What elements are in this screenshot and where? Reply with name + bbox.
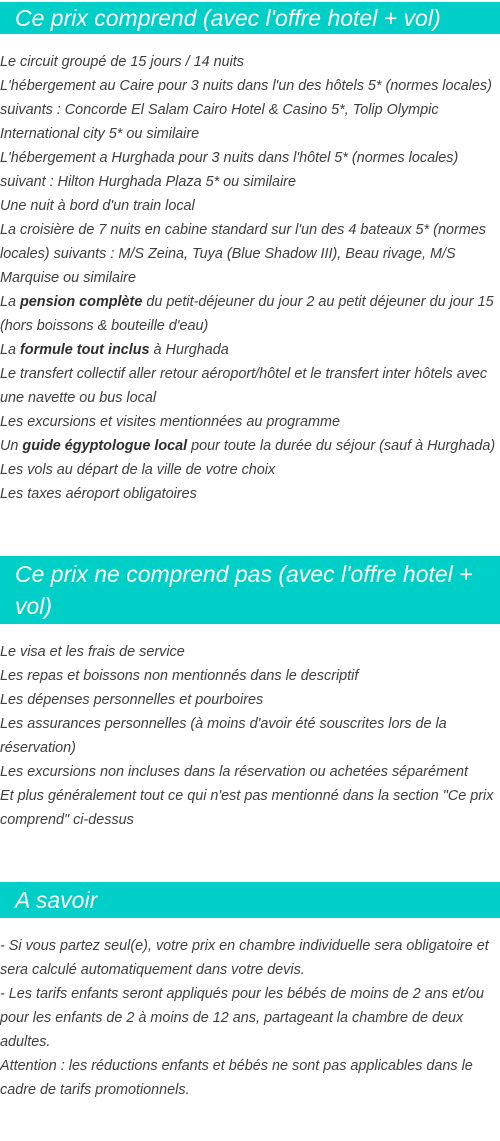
list-item: Les repas et boissons non mentionnés dans le descriptif (0, 668, 359, 684)
list-item: Les taxes aéroport obligatoires (0, 486, 197, 502)
list-item: La formule tout inclus à Hurghada (0, 342, 229, 358)
highlight-text: formule tout inclus (20, 342, 150, 358)
list-item: Un guide égyptologue local pour toute la durée du séjour (sauf à Hurghada) (0, 438, 496, 454)
excludes-section (0, 556, 500, 832)
list-item: La croisière de 7 nuits en cabine standard sur l'un des 4 bateaux 5* (normes locales) suivants : M/S Zeina, Tuya (Blue Shadow III), Beau rivage, M/S Marquise ou similaire (0, 222, 486, 286)
list-item: Les dépenses personnelles et pourboires (0, 692, 264, 708)
list-item: Les vols au départ de la ville de votre choix (0, 462, 276, 478)
info-heading: A savoir (0, 882, 500, 918)
list-item: Les assurances personnelles (à moins d'avoir été souscrites lors de la réservation) (0, 716, 447, 756)
includes-section (0, 2, 500, 506)
list-item: Le transfert collectif aller retour aéroport/hôtel et le transfert inter hôtels avec une navette ou bus local (0, 366, 488, 406)
list-item: Les excursions et visites mentionnées au programme (0, 414, 340, 430)
list-item: Les excursions non incluses dans la réservation ou achetées séparément (0, 764, 468, 780)
list-item: La pension complète du petit-déjeuner du jour 2 au petit déjeuner du jour 15 (hors boissons & bouteille d'eau) (0, 294, 494, 334)
excludes-heading: Ce prix ne comprend pas (avec l'offre hotel + vol) (0, 556, 500, 624)
includes-heading: Ce prix comprend (avec l'offre hotel + vol) (0, 2, 500, 34)
list-item: Et plus généralement tout ce qui n'est pas mentionné dans la section "Ce prix comprend" ci-dessus (0, 788, 494, 828)
info-list (0, 934, 500, 1102)
highlight-text: guide égyptologue local (22, 438, 188, 454)
includes-list (0, 50, 500, 506)
list-item: L'hébergement au Caire pour 3 nuits dans l'un des hôtels 5* (normes locales) suivants : Concorde El Salam Cairo Hotel & Casino 5*, Tolip Olympic International city 5* ou similaire (0, 78, 492, 142)
list-item: - Les tarifs enfants seront appliqués pour les bébés de moins de 2 ans et/ou pour les enfants de 2 à moins de 12 ans, partageant la chambre de deux adultes. (0, 986, 484, 1050)
excludes-list (0, 640, 500, 832)
list-item: L'hébergement a Hurghada pour 3 nuits dans l'hôtel 5* (normes locales) suivant : Hilton Hurghada Plaza 5* ou similaire (0, 150, 459, 190)
highlight-text: pension complète (20, 294, 143, 310)
list-item: Une nuit à bord d'un train local (0, 198, 195, 214)
list-item: Le circuit groupé de 15 jours / 14 nuits (0, 54, 244, 70)
list-item: Attention : les réductions enfants et bébés ne sont pas applicables dans le cadre de tarifs promotionnels. (0, 1058, 473, 1098)
list-item: Le visa et les frais de service (0, 644, 185, 660)
list-item: - Si vous partez seul(e), votre prix en chambre individuelle sera obligatoire et sera calculé automatiquement dans votre devis. (0, 938, 489, 978)
info-section (0, 882, 500, 1102)
